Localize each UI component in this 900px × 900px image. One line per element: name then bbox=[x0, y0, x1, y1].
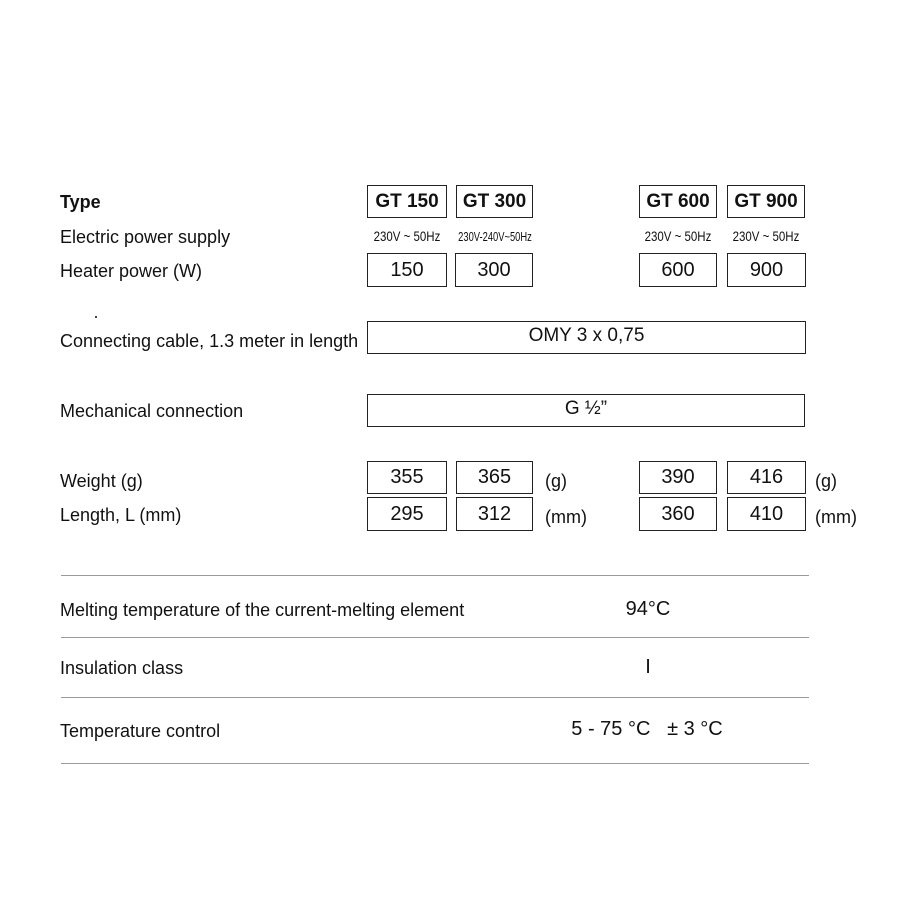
stray-dot bbox=[95, 316, 97, 318]
insulation-class-label: Insulation class bbox=[60, 658, 184, 678]
model-gt900-header: GT 900 bbox=[727, 185, 805, 218]
model-gt150-header: GT 150 bbox=[367, 185, 447, 218]
length-unit-right: (mm) bbox=[815, 507, 857, 527]
mechanical-connection-label: Mechanical connection bbox=[60, 401, 244, 421]
model-gt300-header: GT 300 bbox=[456, 185, 533, 218]
supply-gt900: 230V ~ 50Hz bbox=[732, 228, 800, 244]
divider bbox=[61, 697, 809, 698]
length-gt600: 360 bbox=[639, 497, 717, 531]
supply-gt150: 230V ~ 50Hz bbox=[373, 228, 441, 244]
weight-gt900: 416 bbox=[727, 461, 806, 494]
length-unit-left: (mm) bbox=[545, 507, 587, 527]
model-gt600-header: GT 600 bbox=[639, 185, 717, 218]
weight-gt150: 355 bbox=[367, 461, 447, 494]
weight-unit-right: (g) bbox=[815, 471, 837, 491]
weight-label: Weight (g) bbox=[60, 471, 143, 491]
type-label: Type bbox=[60, 192, 101, 212]
power-gt150: 150 bbox=[367, 253, 447, 287]
cable-label: Connecting cable, 1.3 meter in length bbox=[60, 331, 359, 351]
mechanical-value: G ½” bbox=[367, 394, 805, 427]
supply-gt600: 230V ~ 50Hz bbox=[644, 228, 712, 244]
divider bbox=[61, 575, 809, 576]
divider bbox=[61, 763, 809, 764]
length-gt150: 295 bbox=[367, 497, 447, 531]
melting-temperature-value: 94°C bbox=[625, 598, 671, 620]
weight-unit-left: (g) bbox=[545, 471, 567, 491]
cable-value: OMY 3 x 0,75 bbox=[367, 321, 806, 354]
power-gt600: 600 bbox=[639, 253, 717, 287]
temperature-control-value: 5 - 75 °C ± 3 °C bbox=[571, 718, 723, 740]
temperature-control-label: Temperature control bbox=[60, 721, 221, 741]
supply-gt300: 230V-240V~50Hz bbox=[458, 229, 532, 244]
power-supply-label: Electric power supply bbox=[60, 227, 231, 247]
power-gt900: 900 bbox=[727, 253, 806, 287]
weight-gt300: 365 bbox=[456, 461, 533, 494]
power-gt300: 300 bbox=[455, 253, 533, 287]
divider bbox=[61, 637, 809, 638]
length-gt300: 312 bbox=[456, 497, 533, 531]
heater-power-label: Heater power (W) bbox=[60, 261, 203, 281]
length-label: Length, L (mm) bbox=[60, 505, 182, 525]
length-gt900: 410 bbox=[727, 497, 806, 531]
insulation-class-value: I bbox=[645, 656, 651, 678]
weight-gt600: 390 bbox=[639, 461, 717, 494]
melting-temperature-label: Melting temperature of the current-melting element bbox=[60, 600, 465, 620]
